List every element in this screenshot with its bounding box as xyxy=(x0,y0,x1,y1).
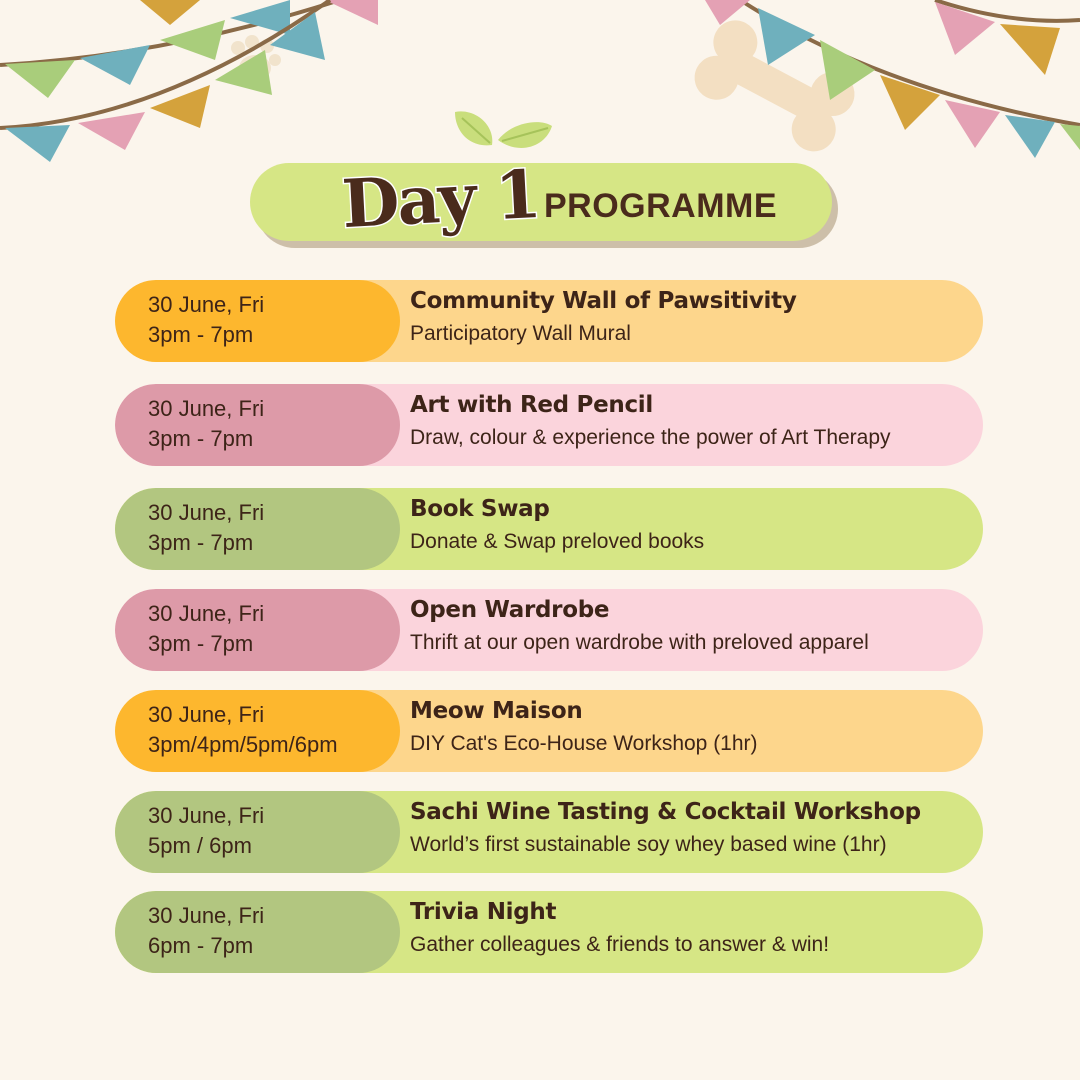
event-date: 30 June, Fri xyxy=(148,702,265,727)
event-date: 30 June, Fri xyxy=(148,396,265,421)
event-row xyxy=(115,589,983,671)
event-date: 30 June, Fri xyxy=(148,903,265,928)
event-description: World’s first sustainable soy whey based wine (1hr) xyxy=(410,833,887,856)
event-schedule xyxy=(115,589,400,671)
event-schedule xyxy=(115,891,400,973)
event-title: Trivia Night xyxy=(410,899,557,925)
event-row xyxy=(115,891,983,973)
event-row xyxy=(115,791,983,873)
event-time: 3pm - 7pm xyxy=(148,631,254,656)
event-title: Community Wall of Pawsitivity xyxy=(410,288,797,314)
event-time: 5pm / 6pm xyxy=(148,833,252,858)
event-date: 30 June, Fri xyxy=(148,500,265,525)
event-schedule xyxy=(115,384,400,466)
event-description: Participatory Wall Mural xyxy=(410,322,631,345)
event-row xyxy=(115,384,983,466)
event-date: 30 June, Fri xyxy=(148,601,265,626)
event-date: 30 June, Fri xyxy=(148,803,265,828)
event-description: DIY Cat's Eco-House Workshop (1hr) xyxy=(410,732,758,755)
event-description: Gather colleagues & friends to answer & win! xyxy=(410,933,830,956)
event-title: Open Wardrobe xyxy=(410,597,610,623)
event-row xyxy=(115,488,983,570)
event-description: Thrift at our open wardrobe with preloved apparel xyxy=(410,631,869,654)
event-title: Book Swap xyxy=(410,496,550,522)
event-date: 30 June, Fri xyxy=(148,292,265,317)
event-title: Sachi Wine Tasting & Cocktail Workshop xyxy=(410,799,921,825)
title-day: Day 1 xyxy=(340,154,542,244)
event-schedule xyxy=(115,690,400,772)
event-description: Donate & Swap preloved books xyxy=(410,530,705,553)
event-row xyxy=(115,280,983,362)
event-time: 3pm - 7pm xyxy=(148,530,254,555)
event-time: 3pm - 7pm xyxy=(148,426,254,451)
event-schedule xyxy=(115,280,400,362)
event-title: Meow Maison xyxy=(410,698,583,724)
event-row xyxy=(115,690,983,772)
event-schedule xyxy=(115,791,400,873)
event-time: 3pm - 7pm xyxy=(148,322,254,347)
leaf-icon xyxy=(455,111,552,148)
event-time: 3pm/4pm/5pm/6pm xyxy=(148,732,338,757)
event-title: Art with Red Pencil xyxy=(410,392,653,418)
event-time: 6pm - 7pm xyxy=(148,933,254,958)
title-programme: PROGRAMME xyxy=(544,187,778,225)
event-schedule xyxy=(115,488,400,570)
event-description: Draw, colour & experience the power of Art Therapy xyxy=(410,426,891,449)
